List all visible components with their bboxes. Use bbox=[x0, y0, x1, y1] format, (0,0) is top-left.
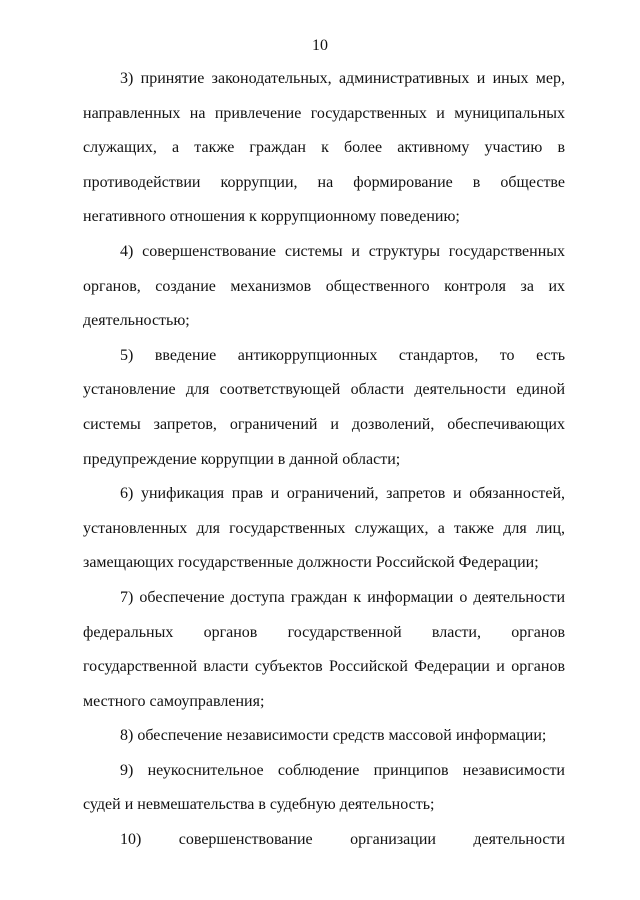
paragraph-item-6: 6) унификация прав и ограничений, запретов и обязанностей, установленных для государственных служащих, а также для лиц, замещающих государственные должности Российской Федерации; bbox=[83, 485, 565, 572]
paragraph-item-9: 9) неукоснительное соблюдение принципов независимости судей и невмешательства в судебную деятельность; bbox=[83, 761, 565, 814]
paragraph-item-10: 10) совершенствование организации деятельности bbox=[120, 831, 565, 849]
paragraph-item-7: 7) обеспечение доступа граждан к информации о деятельности федеральных органов государственной власти, органов государственной власти субъектов Российской Федерации и органов местного самоуправления; bbox=[83, 588, 565, 710]
paragraph-item-3: 3) принятие законодательных, административных и иных мер, направленных на привлечение государственных и муниципальных служащих, а также граждан к более активному участию в противодействии коррупции, на формирование в обществе негативного отношения к коррупционному поведению; bbox=[83, 70, 565, 226]
page-number: 10 bbox=[312, 37, 328, 54]
paragraph-item-5: 5) введение антикоррупционных стандартов, то есть установление для соответствующей области деятельности единой системы запретов, ограничений и дозволений, обеспечивающих предупреждение коррупции в данной области; bbox=[83, 346, 565, 468]
paragraph-item-8: 8) обеспечение независимости средств массовой информации; bbox=[120, 727, 547, 745]
document-body bbox=[83, 62, 565, 858]
paragraph-item-4: 4) совершенствование системы и структуры государственных органов, создание механизмов общественного контроля за их деятельностью; bbox=[83, 242, 565, 330]
